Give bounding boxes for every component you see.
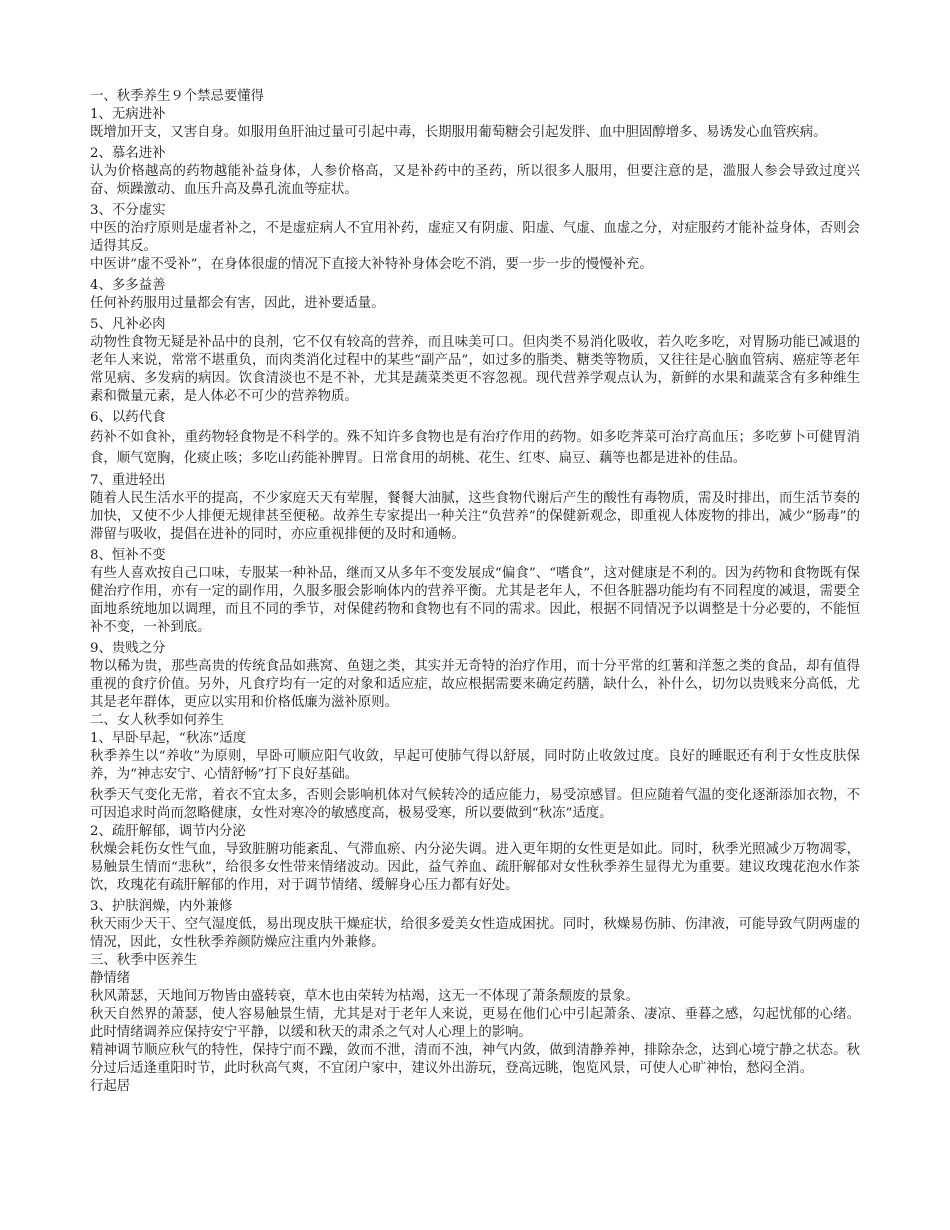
subheading-daily-life: 行起居 xyxy=(90,1079,131,1094)
paragraph: 中医的治疗原则是虚者补之，不是虚症病人不宜用补药，虚症又有阴虚、阳虚、气虚、血虚之分，对症服药才能补益身体，否则会适得其反。 xyxy=(90,221,860,254)
subheading-deficiency: 3、不分虚实 xyxy=(90,203,166,218)
section-heading-3: 三、秋季中医养生 xyxy=(90,953,198,968)
paragraph: 动物性食物无疑是补品中的良剂，它不仅有较高的营养，而且味美可口。但肉类不易消化吸收，若久吃多吃，对胃肠功能已减退的老年人来说，常常不堪重负，而肉类消化过程中的某些“副产品”，如过多的脂类、糖类等物质，又往往是心脑血管病、癌症等老年常见病、多发病的病因。饮食清淡也不是不补，尤其是蔬菜类更不容忽视。现代营养学观点认为，新鲜的水果和蔬菜含有多种维生素和微量元素，是人体必不可少的营养物质。 xyxy=(90,335,860,404)
paragraph: 既增加开支，又害自身。如服用鱼肝油过量可引起中毒，长期服用葡萄糖会引起发胖、血中胆固醇增多、易诱发心血管疾病。 xyxy=(90,125,827,140)
paragraph: 物以稀为贵，那些高贵的传统食品如燕窝、鱼翅之类，其实并无奇特的治疗作用，而十分平常的红薯和洋葱之类的食品，却有值得重视的食疗价值。另外，凡食疗均有一定的对象和适应症，故应根据需要来确定药膳，缺什么，补什么，切勿以贵贱来分高低，尤其是老年群体，更应以实用和价格低廉为滋补原则。 xyxy=(90,659,860,710)
subheading-medicine-for-food: 6、以药代食 xyxy=(90,410,166,425)
subheading-emotion: 静情绪 xyxy=(90,971,131,986)
subheading-price: 9、贵贱之分 xyxy=(90,641,166,656)
section-heading-1: 一、秋季养生９个禁忌要懂得 xyxy=(90,89,265,104)
subheading-famous-tonic: 2、慕名进补 xyxy=(90,146,166,161)
paragraph: 任何补药服用过量都会有害，因此，进补要适量。 xyxy=(90,296,385,311)
section-heading-2: 二、女人秋季如何养生 xyxy=(90,713,224,728)
paragraph: 随着人民生活水平的提高，不少家庭天天有荤腥，餐餐大油腻，这些食物代谢后产生的酸性有毒物质，需及时排出，而生活节奏的加快，又使不少人排便无规律甚至便秘。故养生专家提出一种关注“负营养”的保健新观念，即重视人体废物的排出，减少“肠毒”的滞留与吸收，提倡在进补的同时，亦应重视排便的及时和通畅。 xyxy=(90,491,860,542)
paragraph: 精神调节顺应秋气的特性，保持宁而不躁，敛而不泄，清而不浊，神气内敛，做到清静养神，排除杂念，达到心境宁静之状态。秋分过后适逢重阳时节，此时秋高气爽，不宜闭户家中，建议外出游玩，登高远眺，饱览风景，可使人心旷神怡，愁闷全消。 xyxy=(90,1043,860,1076)
subheading-sleep: 1、早卧早起，“秋冻”适度 xyxy=(90,731,247,746)
paragraph: 秋天自然界的萧瑟，使人容易触景生情，尤其是对于老年人来说，更易在他们心中引起萧条、凄凉、垂暮之感，勾起忧郁的心绪。此时情绪调养应保持安宁平静，以缓和秋天的肃杀之气对人心理上的影响。 xyxy=(90,1007,860,1040)
subheading-constant-tonic: 8、恒补不变 xyxy=(90,548,166,563)
paragraph: 有些人喜欢按自己口味，专服某一种补品，继而又从多年不变发展成“偏食”、“嗜食”，这对健康是不利的。因为药物和食物既有保健治疗作用，亦有一定的副作用，久服多服会影响体内的营养平衡。尤其是老年人，不但各脏器功能均有不同程度的减退，需要全面地系统地加以调理，而且不同的季节，对保健药物和食物也有不同的需求。因此，根据不同情况予以调整是十分必要的，不能恒补不变，一补到底。 xyxy=(90,566,860,635)
subheading-meat: 5、凡补必肉 xyxy=(90,317,166,332)
paragraph: 秋风萧瑟，天地间万物皆由盛转衰，草木也由荣转为枯竭，这无一不体现了萧条颓废的景象。 xyxy=(90,989,640,1004)
subheading-skin: 3、护肤润燥，内外兼修 xyxy=(90,899,233,914)
subheading-more-better: 4、多多益善 xyxy=(90,278,166,293)
paragraph: 中医讲“虚不受补”，在身体很虚的情况下直接大补特补身体会吃不消，要一步一步的慢慢补充。 xyxy=(90,257,653,272)
paragraph: 药补不如食补，重药物轻食物是不科学的。殊不知许多食物也是有治疗作用的药物。如多吃荠菜可治疗高血压；多吃萝卜可健胃消食，顺气宽胸，化痰止咳；多吃山药能补脾胃。日常食用的胡桃、花生、红枣、扁豆、藕等也都是进补的佳品。 xyxy=(90,430,860,466)
subheading-no-illness-tonic: 1、无病进补 xyxy=(90,107,166,122)
paragraph: 秋燥会耗伤女性气血，导致脏腑功能紊乱、气滞血瘀、内分泌失调。进入更年期的女性更是如此。同时，秋季光照减少万物凋零，易触景生情而“悲秋”，给很多女性带来情绪波动。因此，益气养血、疏肝解郁对女性秋季养生显得尤为重要。建议玫瑰花泡水作茶饮，玫瑰花有疏肝解郁的作用，对于调节情绪、缓解身心压力都有好处。 xyxy=(90,842,860,893)
subheading-intake-output: 7、重进轻出 xyxy=(90,473,166,488)
paragraph: 秋季养生以“养收”为原则，早卧可顺应阳气收敛，早起可使肺气得以舒展，同时防止收敛过度。良好的睡眠还有利于女性皮肤保养，为“神志安宁、心情舒畅”打下良好基础。 xyxy=(90,749,860,782)
subheading-liver: 2、疏肝解郁，调节内分泌 xyxy=(90,824,246,839)
paragraph: 认为价格越高的药物越能补益身体，人参价格高，又是补药中的圣药，所以很多人服用，但要注意的是，滥服人参会导致过度兴奋、烦躁激动、血压升高及鼻孔流血等症状。 xyxy=(90,164,860,197)
paragraph: 秋季天气变化无常，着衣不宜太多，否则会影响机体对气候转冷的适应能力，易受凉感冒。但应随着气温的变化逐渐添加衣物，不可因追求时尚而忽略健康，女性对寒冷的敏感度高，极易受寒，所以要做到“秋冻”适度。 xyxy=(90,788,860,821)
paragraph: 秋天雨少天干、空气湿度低，易出现皮肤干燥症状，给很多爱美女性造成困扰。同时，秋燥易伤肺、伤津液，可能导致气阴两虚的情况，因此，女性秋季养颜防燥应注重内外兼修。 xyxy=(90,917,860,950)
